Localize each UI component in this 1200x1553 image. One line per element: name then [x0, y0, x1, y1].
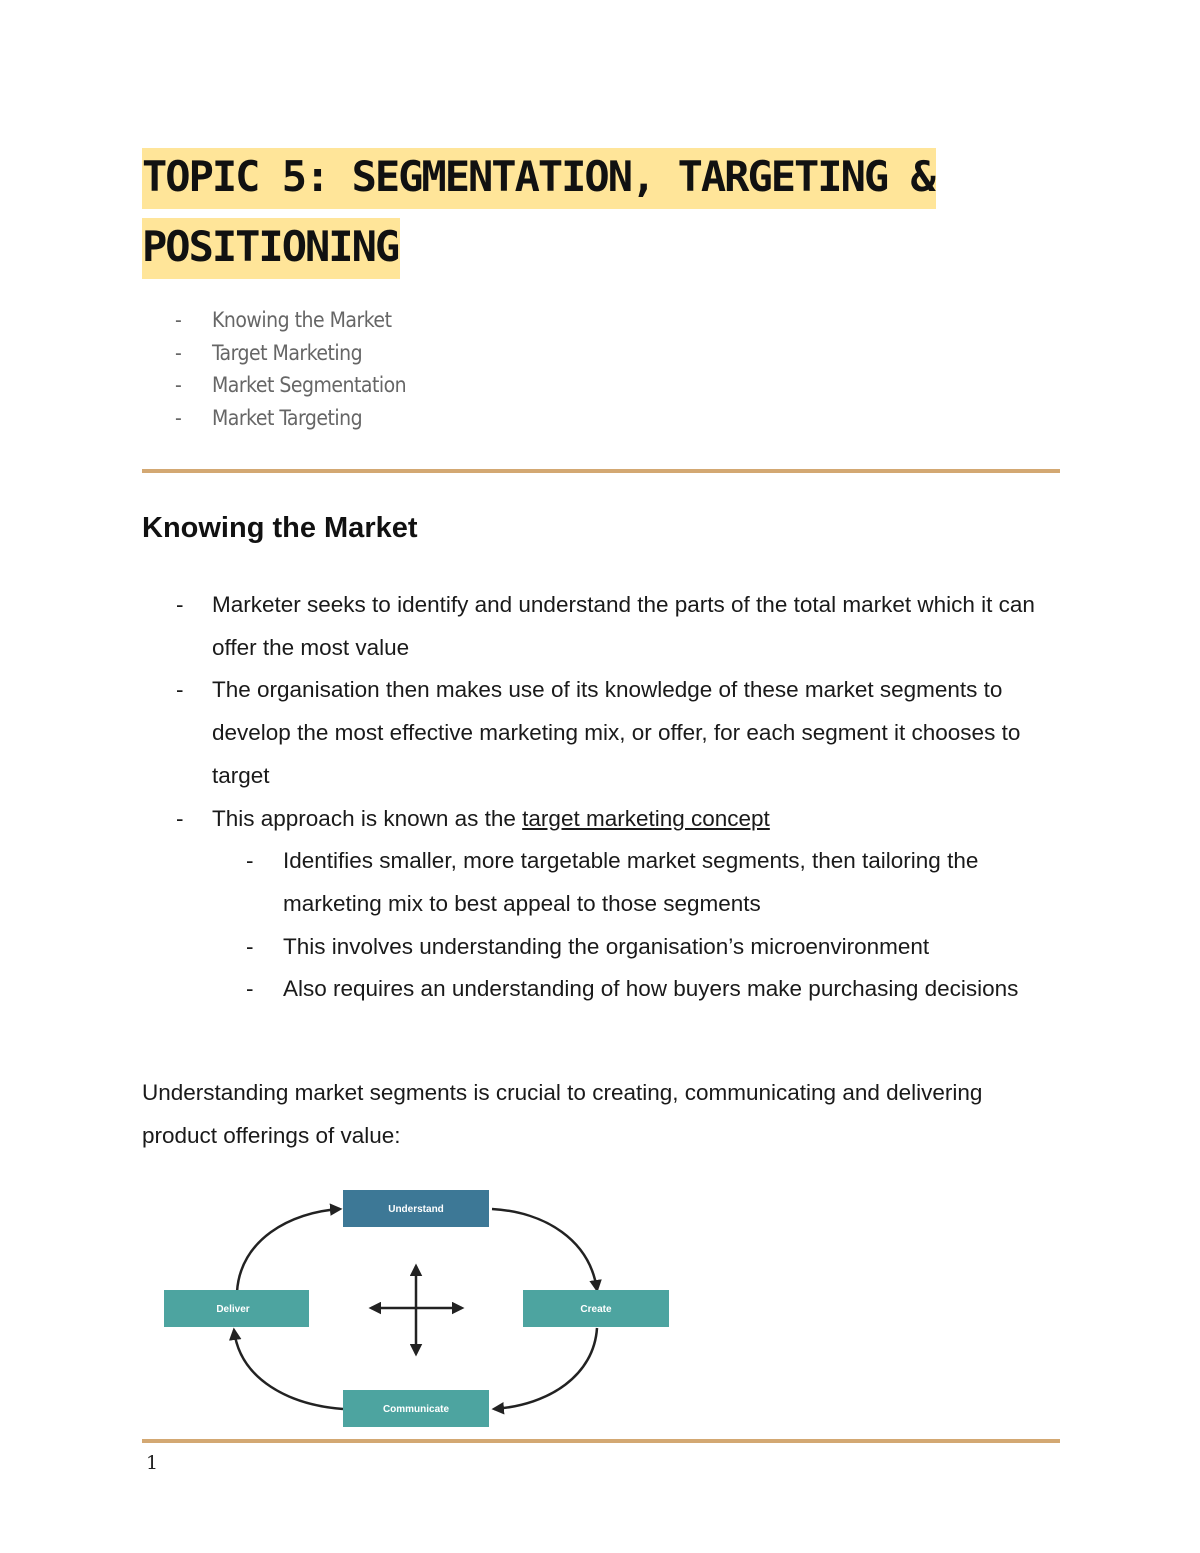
outline-item: - Market Segmentation — [175, 369, 406, 402]
sub-bullet-item: - This involves understanding the organisation’s microenvironment — [212, 926, 1072, 969]
arrow-deliver-to-understand — [237, 1209, 340, 1292]
sub-bullet-item: - Also requires an understanding of how buyers make purchasing decisions — [212, 968, 1072, 1011]
understand-label: Understand — [388, 1204, 444, 1215]
arrow-communicate-to-deliver — [234, 1330, 343, 1409]
outline-item: - Market Targeting — [175, 402, 406, 435]
page-number: 1 — [146, 1452, 159, 1474]
bullet-item: - The organisation then makes use of its knowledge of these market segments to develop the most effective marketing mix, or offer, for each segment it chooses to target — [142, 669, 1072, 797]
section-heading: Knowing the Market — [142, 512, 418, 544]
arrow-create-to-communicate — [494, 1328, 597, 1409]
bullet-text: This approach is known as the — [212, 805, 523, 831]
outline-item: - Target Marketing — [175, 337, 406, 370]
outline-item: - Knowing the Market — [175, 304, 406, 337]
body-paragraph: Understanding market segments is crucial to creating, communicating and delivering product offerings of value: — [142, 1080, 983, 1148]
understand-box — [343, 1190, 489, 1227]
arrow-understand-to-create — [492, 1209, 597, 1290]
title-line-2: POSITIONING — [142, 218, 400, 279]
four-way-arrow-icon — [371, 1266, 462, 1354]
sub-bullet-item: - Identifies smaller, more targetable market segments, then tailoring the marketing mix to best appeal to those segments — [212, 840, 1072, 925]
deliver-label: Deliver — [216, 1304, 250, 1315]
underlined-term: target marketing concept — [522, 805, 770, 831]
communicate-label: Communicate — [382, 1404, 450, 1415]
create-label: Create — [580, 1304, 612, 1315]
create-box — [523, 1290, 669, 1327]
title-line-1: TOPIC 5: SEGMENTATION, TARGETING & — [142, 148, 936, 209]
bullet-item: - Marketer seeks to identify and understand the parts of the total market which it can offer the most value — [142, 584, 1072, 669]
deliver-box — [164, 1290, 309, 1327]
communicate-box — [343, 1390, 489, 1427]
footer-divider — [142, 1439, 1060, 1443]
